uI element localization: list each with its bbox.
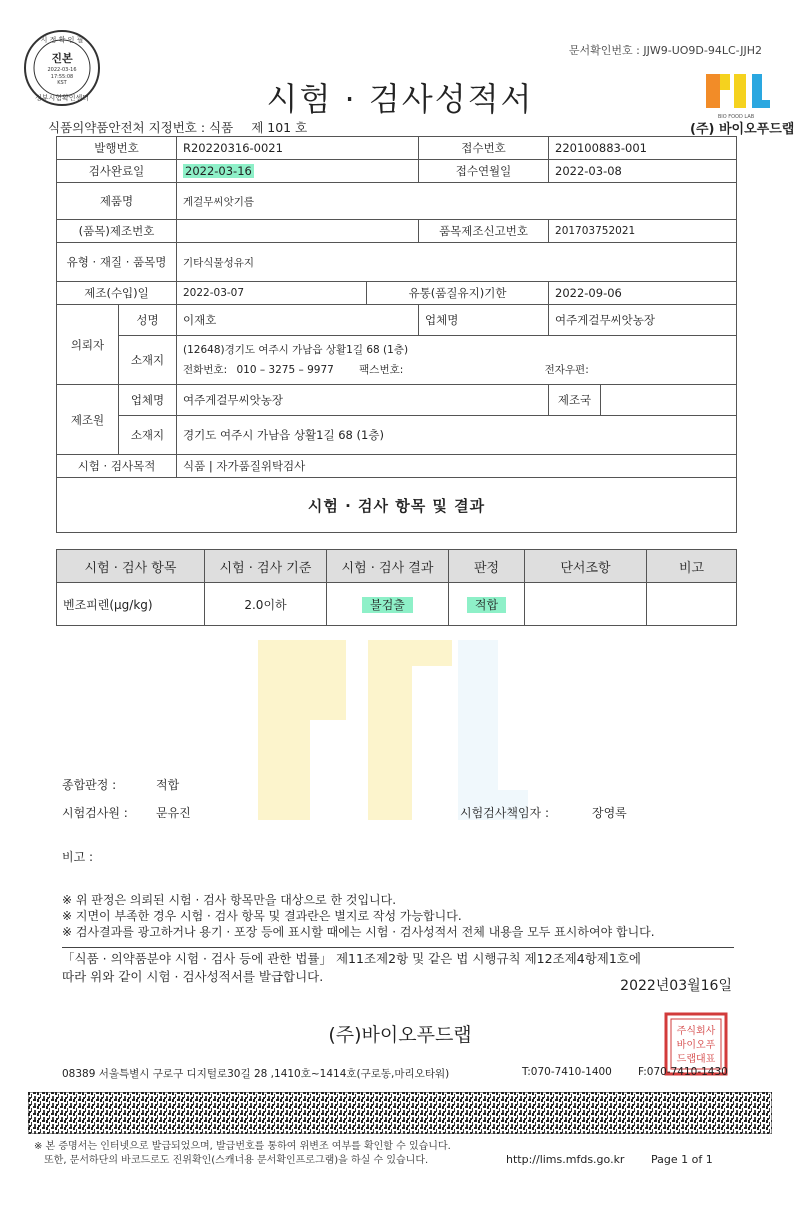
receipt-date-label: 접수연월일 [419,160,549,183]
client-address: (12648)경기도 여주시 가남읍 상활1길 68 (1층) [183,344,409,356]
product-label: 제품명 [57,183,177,220]
footnote-line: ※ 본 증명서는 인터넷으로 발급되었으며, 발급번호를 통하여 위변조 여부를 확인할 수 있습니다. [34,1141,451,1152]
client-company-label: 업체명 [419,305,549,336]
issue-no: R20220316-0021 [177,137,419,160]
designation-no: 제 101 호 [251,120,308,135]
svg-text:진본: 진본 [51,52,73,65]
report-no: 201703752021 [549,220,737,243]
note-value [647,583,737,626]
type-label: 유형 · 재질 · 품목명 [57,243,177,282]
svg-text:바이오푸: 바이오푸 [676,1040,716,1051]
svg-text:드랩대표: 드랩대표 [676,1054,716,1065]
mfg-no-label: (품목)제조번호 [57,220,177,243]
tester-label: 시험검사원 : [62,806,128,820]
client-contact [183,360,730,380]
col-header-clause: 단서조항 [525,550,647,583]
company-fax: F:070-7410-1430 [638,1066,728,1078]
page-number: Page 1 of 1 [651,1153,713,1166]
clause-value [525,583,647,626]
judgment-cell [449,583,525,626]
result-item: 벤조피렌(μg/kg) [57,583,205,626]
notes [62,892,655,940]
expiry-date: 2022-09-06 [549,282,737,305]
client-name: 이재호 [177,305,419,336]
complete-date: 2022-03-16 [185,164,252,178]
col-header-note: 비고 [647,550,737,583]
issue-date: 2022년03월16일 [620,978,732,994]
designation-number [48,118,307,136]
overall-label: 종합판정 : [62,778,117,792]
client-address-label: 소재지 [119,336,177,385]
bfl-logo-icon [700,68,772,122]
email-label: 전자우편: [544,364,589,376]
complete-date-cell [177,160,419,183]
col-header-result: 시험 · 검사 결과 [327,550,449,583]
phone: 010 – 3275 – 9977 [236,364,334,376]
svg-text:주식회사: 주식회사 [676,1026,716,1037]
client-name-label: 성명 [119,305,177,336]
receipt-no-label: 접수번호 [419,137,549,160]
purpose-label: 시험 · 검사목적 [57,455,177,478]
results-section-title: 시험 · 검사 항목 및 결과 [57,478,737,533]
maker-company-label: 업체명 [119,385,177,416]
overall-value: 적합 [156,778,180,792]
mfg-no [177,220,419,243]
report-info-table [56,136,737,533]
phone-label: 전화번호: [183,364,228,376]
footnote [34,1140,451,1168]
company-name-top: (주) 바이오푸드랩 [690,122,795,137]
company-tel: T:070-7410-1400 [522,1066,612,1078]
table-row [57,583,737,626]
svg-text:2022-03-16: 2022-03-16 [47,67,77,73]
country [601,385,737,416]
manager-label: 시험검사책임자 : [460,806,550,820]
mfg-date: 2022-03-07 [177,282,367,305]
lims-url[interactable]: http://lims.mfds.go.kr [506,1153,625,1166]
tester-name: 문유진 [156,806,191,820]
svg-text:정부시험확인센터: 정부시험확인센터 [34,94,90,102]
col-header-judgment: 판정 [449,550,525,583]
footnote-line: 또한, 문서하단의 바코드로도 진위확인(스캐너용 문서확인프로그램)을 하실 수 있습니다. [44,1155,429,1166]
divider [62,947,734,948]
fax-label: 팩스번호: [359,364,404,376]
maker-address: 경기도 여주시 가남읍 상활1길 68 (1층) [177,416,737,455]
report-no-label: 품목제조신고번호 [419,220,549,243]
verification-barcode [28,1092,772,1134]
col-header-item: 시험 · 검사 항목 [57,550,205,583]
legal-line: 따라 위와 같이 시험 · 검사성적서를 발급합니다. [62,969,324,984]
country-label: 제조국 [549,385,601,416]
svg-text:시 정 확 인 필: 시 정 확 인 필 [40,36,84,44]
receipt-date: 2022-03-08 [549,160,737,183]
purpose: 식품 | 자가품질위탁검사 [177,455,737,478]
result-standard: 2.0이하 [205,583,327,626]
note-line: ※ 지면이 부족한 경우 시험 · 검사 항목 및 결과란은 별지로 작성 가능합니다. [62,909,462,923]
note-line: ※ 위 판정은 의뢰된 시험 · 검사 항목만을 대상으로 한 것입니다. [62,893,397,907]
svg-text:KST: KST [57,80,67,86]
expiry-label: 유통(품질유지)기한 [367,282,549,305]
receipt-no: 220100883-001 [549,137,737,160]
issue-no-label: 발행번호 [57,137,177,160]
complete-date-label: 검사완료일 [57,160,177,183]
document-confirm-number: 문서확인번호 : JJW9-UO9D-94LC-JJH2 [568,44,762,57]
mfg-date-label: 제조(수입)일 [57,282,177,305]
judgment-value: 적합 [467,597,506,613]
note-line: ※ 검사결과를 광고하거나 용기 · 포장 등에 표시할 때에는 시험 · 검사성적서 전체 내용을 모두 표시하여야 합니다. [62,925,655,939]
client-company: 여주게걸무씨앗농장 [549,305,737,336]
col-header-standard: 시험 · 검사 기준 [205,550,327,583]
company-name-bottom: (주)바이오푸드랩 [328,1024,472,1046]
remark-label: 비고 : [62,850,94,864]
designation-text: 식품의약품안전처 지정번호 : 식품 [48,120,234,135]
legal-line: 「식품 · 의약품분야 시험 · 검사 등에 관한 법률」 제11조제2항 및 같은 법 시행규칙 제12조제4항제1호에 [62,951,641,966]
client-address-cell [177,336,737,385]
bfl-watermark-icon [258,640,528,820]
results-table [56,549,737,626]
maker-label: 제조원 [57,385,119,455]
maker-address-label: 소재지 [119,416,177,455]
manager-name: 장영록 [592,806,627,820]
client-label: 의뢰자 [57,305,119,385]
result-value-cell [327,583,449,626]
svg-text:17:55:08: 17:55:08 [50,74,74,80]
product-name: 게걸무씨앗기름 [177,183,737,220]
document-title: 시험 · 검사성적서 [266,80,534,118]
company-address: 08389 서울특별시 구로구 디지털로30길 28 ,1410호~1414호(구로동,마리오타워) [62,1068,450,1080]
maker-company: 여주게걸무씨앗농장 [177,385,549,416]
type-value: 기타식물성유지 [177,243,737,282]
svg-text:BIO FOOD LAB: BIO FOOD LAB [717,114,755,120]
result-value: 불검출 [362,597,413,613]
